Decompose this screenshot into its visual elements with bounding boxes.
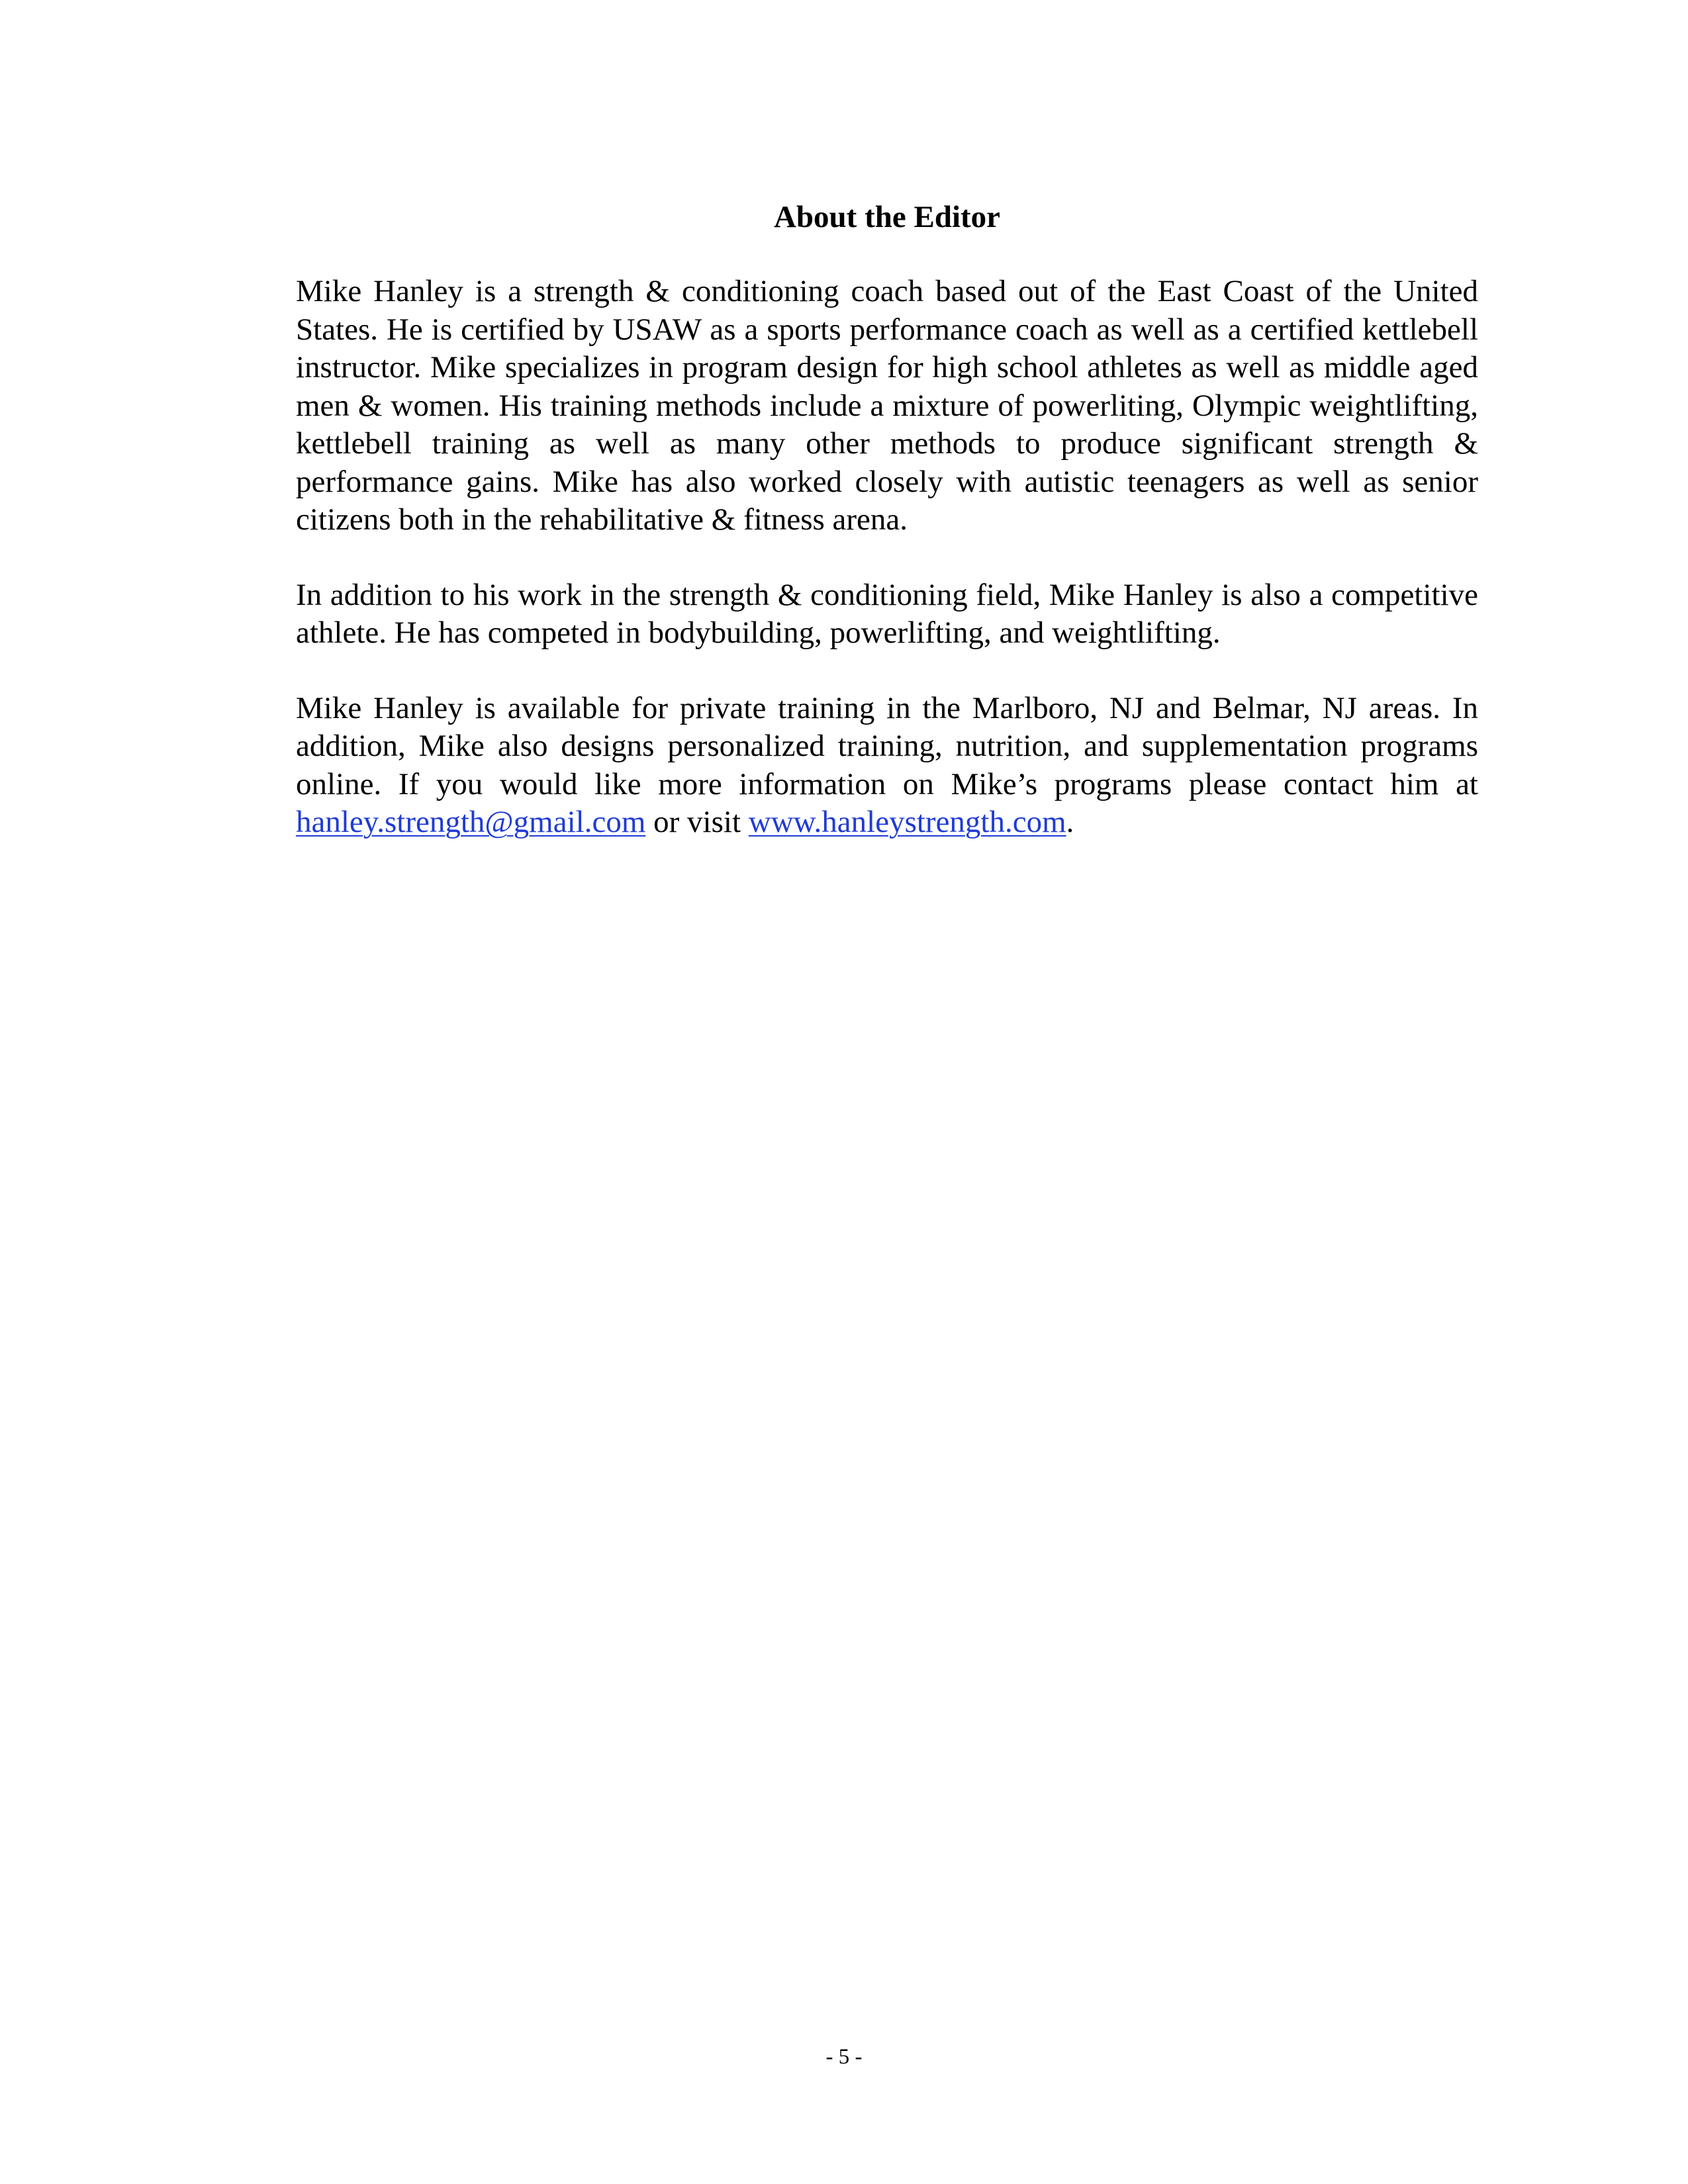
bio-paragraph-1: Mike Hanley is a strength & conditioning coach based out of the East Coast of the United States. He is certified by USAW as a sports performance coach as well as a certified kettlebell instructor. Mike specializes in program design for high school athletes as well as middle aged men & women. His training methods include a mixture of powerliting, Olympic weightlifting, kettlebell training as well as many other methods to produce significant strength & performance gains. Mike has also worked closely with autistic teenagers as well as senior citizens both in the rehabilitative & fitness arena.	[296, 274, 1478, 537]
paragraph-3-intro-text: Mike Hanley is available for private training in the Marlboro, NJ and Belmar, NJ areas. In addition, Mike also designs personalized training, nutrition, and supplementation programs online. If you would like more information on Mike’s programs please contact him at	[296, 690, 1478, 801]
document-body	[296, 197, 1478, 842]
bio-paragraph-3	[296, 690, 1478, 842]
email-link[interactable]: hanley.strength@gmail.com	[296, 805, 646, 839]
paragraph-3-middle-text: or visit	[645, 805, 749, 839]
page-title: About the Editor	[773, 200, 1001, 234]
page-number: - 5 -	[825, 2045, 863, 2069]
website-link[interactable]: www.hanleystrength.com	[748, 805, 1066, 839]
paragraph-3-end-text: .	[1066, 805, 1074, 839]
bio-paragraph-2: In addition to his work in the strength & conditioning field, Mike Hanley is also a competitive athlete. He has competed in bodybuilding, powerlifting, and weightlifting.	[296, 577, 1478, 650]
